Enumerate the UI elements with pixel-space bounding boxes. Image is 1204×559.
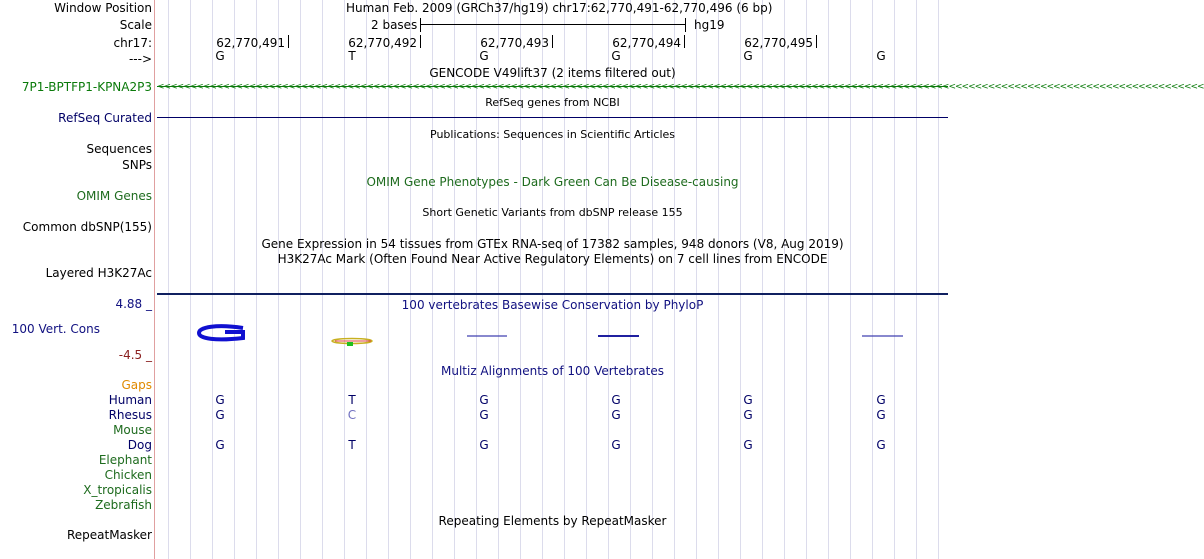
- scale-value: 2 bases: [371, 18, 418, 32]
- aligned-base: G: [479, 393, 489, 407]
- species-label-mouse[interactable]: Mouse: [113, 423, 152, 437]
- aligned-base: T: [348, 438, 356, 452]
- phylop-conservation-plot[interactable]: [155, 318, 950, 354]
- dbsnp-track-label[interactable]: Common dbSNP(155): [22, 220, 152, 234]
- ruler-tick: [420, 35, 421, 48]
- window-position-value: Human Feb. 2009 (GRCh37/hg19) chr17:62,770,491-62,770,496 (6 bp): [346, 1, 773, 15]
- ruler-tick: [816, 35, 817, 48]
- ruler-position-label: 62,770,492: [348, 36, 417, 50]
- aligned-base: G: [611, 408, 621, 422]
- repeatmasker-track-title: Repeating Elements by RepeatMasker: [438, 514, 667, 528]
- phylop-logo-t: [332, 339, 372, 347]
- snps-track-label[interactable]: SNPs: [122, 158, 152, 172]
- publications-track-title: Publications: Sequences in Scientific Articles: [430, 128, 675, 141]
- ruler-tick: [552, 35, 553, 48]
- species-label-x_tropicalis[interactable]: X_tropicalis: [83, 483, 152, 497]
- species-label-zebrafish[interactable]: Zebrafish: [95, 498, 152, 512]
- repeatmasker-track-label[interactable]: RepeatMasker: [66, 528, 152, 542]
- reference-base: G: [479, 49, 489, 63]
- species-label-rhesus[interactable]: Rhesus: [108, 408, 152, 422]
- aligned-base: G: [215, 408, 225, 422]
- ruler-tick: [288, 35, 289, 48]
- ruler-tick: [684, 35, 685, 48]
- aligned-base: C: [347, 408, 357, 422]
- gaps-label[interactable]: Gaps: [121, 378, 152, 392]
- track-label-pane: [0, 0, 154, 559]
- aligned-base: G: [876, 438, 886, 452]
- scale-bar: [420, 18, 686, 32]
- reference-base: G: [743, 49, 753, 63]
- species-label-human[interactable]: Human: [108, 393, 152, 407]
- window-position-label: Window Position: [54, 1, 152, 15]
- species-label-elephant[interactable]: Elephant: [98, 453, 152, 467]
- h3k27ac-track-title: H3K27Ac Mark (Often Found Near Active Regulatory Elements) on 7 cell lines from ENCODE: [277, 252, 828, 266]
- phylop-track-label[interactable]: 100 Vert. Cons: [11, 322, 100, 336]
- phylop-max-label: 4.88 _: [115, 297, 152, 311]
- aligned-base: G: [876, 393, 886, 407]
- gencode-gene-line[interactable]: <<<<<<<<<<<<<<<<<<<<<<<<<<<<<<<<<<<<<<<<<<<<<<<<<<<<<<<<<<<<<<<<<<<<<<<<<<<<<<<<<<<<<<<<<<<<<<<<<<<<<<<<<<<<<<<<<<<<<<<<<<<<<<<<<<<<<<<<<<<<<<<<<<<<<<<<<<<<<<<<: [157, 82, 1204, 92]
- aligned-base: G: [743, 438, 753, 452]
- aligned-base: G: [479, 408, 489, 422]
- refseq-gene-line[interactable]: [157, 117, 948, 118]
- aligned-base: G: [611, 438, 621, 452]
- track-separator: [157, 293, 948, 295]
- gtex-track-title: Gene Expression in 54 tissues from GTEx RNA-seq of 17382 samples, 948 donors (V8, Aug 2019): [261, 237, 844, 251]
- h3k27ac-track-label[interactable]: Layered H3K27Ac: [45, 266, 152, 280]
- label-divider: [154, 0, 155, 559]
- aligned-base: G: [215, 438, 225, 452]
- sequences-track-label[interactable]: Sequences: [86, 142, 152, 156]
- omim-track-title: OMIM Gene Phenotypes - Dark Green Can Be Disease-causing: [366, 175, 739, 189]
- phylop-min-label: -4.5 _: [118, 348, 152, 362]
- refseq-track-title: RefSeq genes from NCBI: [485, 96, 620, 109]
- reference-base: T: [348, 49, 356, 63]
- gencode-track-label[interactable]: 7P1-BPTFP1-KPNA2P3: [21, 80, 152, 94]
- reference-base: G: [876, 49, 886, 63]
- scale-label: Scale: [119, 18, 152, 32]
- aligned-base: G: [611, 393, 621, 407]
- omim-track-label[interactable]: OMIM Genes: [76, 189, 152, 203]
- ruler-position-label: 62,770,491: [216, 36, 285, 50]
- aligned-base: G: [876, 408, 886, 422]
- aligned-base: T: [348, 393, 356, 407]
- reference-base: G: [611, 49, 621, 63]
- ruler-position-label: 62,770,495: [744, 36, 813, 50]
- aligned-base: G: [743, 393, 753, 407]
- species-label-chicken[interactable]: Chicken: [104, 468, 152, 482]
- gencode-track-title: GENCODE V49lift37 (2 items filtered out): [429, 66, 676, 80]
- species-label-dog[interactable]: Dog: [127, 438, 152, 452]
- refseq-track-label[interactable]: RefSeq Curated: [58, 111, 152, 125]
- dbsnp-track-title: Short Genetic Variants from dbSNP release 155: [422, 206, 683, 219]
- reference-base: G: [215, 49, 225, 63]
- ruler-position-label: 62,770,493: [480, 36, 549, 50]
- aligned-base: G: [743, 408, 753, 422]
- aligned-base: G: [479, 438, 489, 452]
- phylop-track-title: 100 vertebrates Basewise Conservation by PhyloP: [401, 298, 704, 312]
- phylop-logo-g: [199, 326, 243, 339]
- aligned-base: G: [215, 393, 225, 407]
- multiz-track-title: Multiz Alignments of 100 Vertebrates: [440, 364, 665, 378]
- strand-label: --->: [128, 52, 152, 66]
- chrom-label: chr17:: [113, 36, 152, 50]
- scale-assembly: hg19: [694, 18, 725, 32]
- ruler-position-label: 62,770,494: [612, 36, 681, 50]
